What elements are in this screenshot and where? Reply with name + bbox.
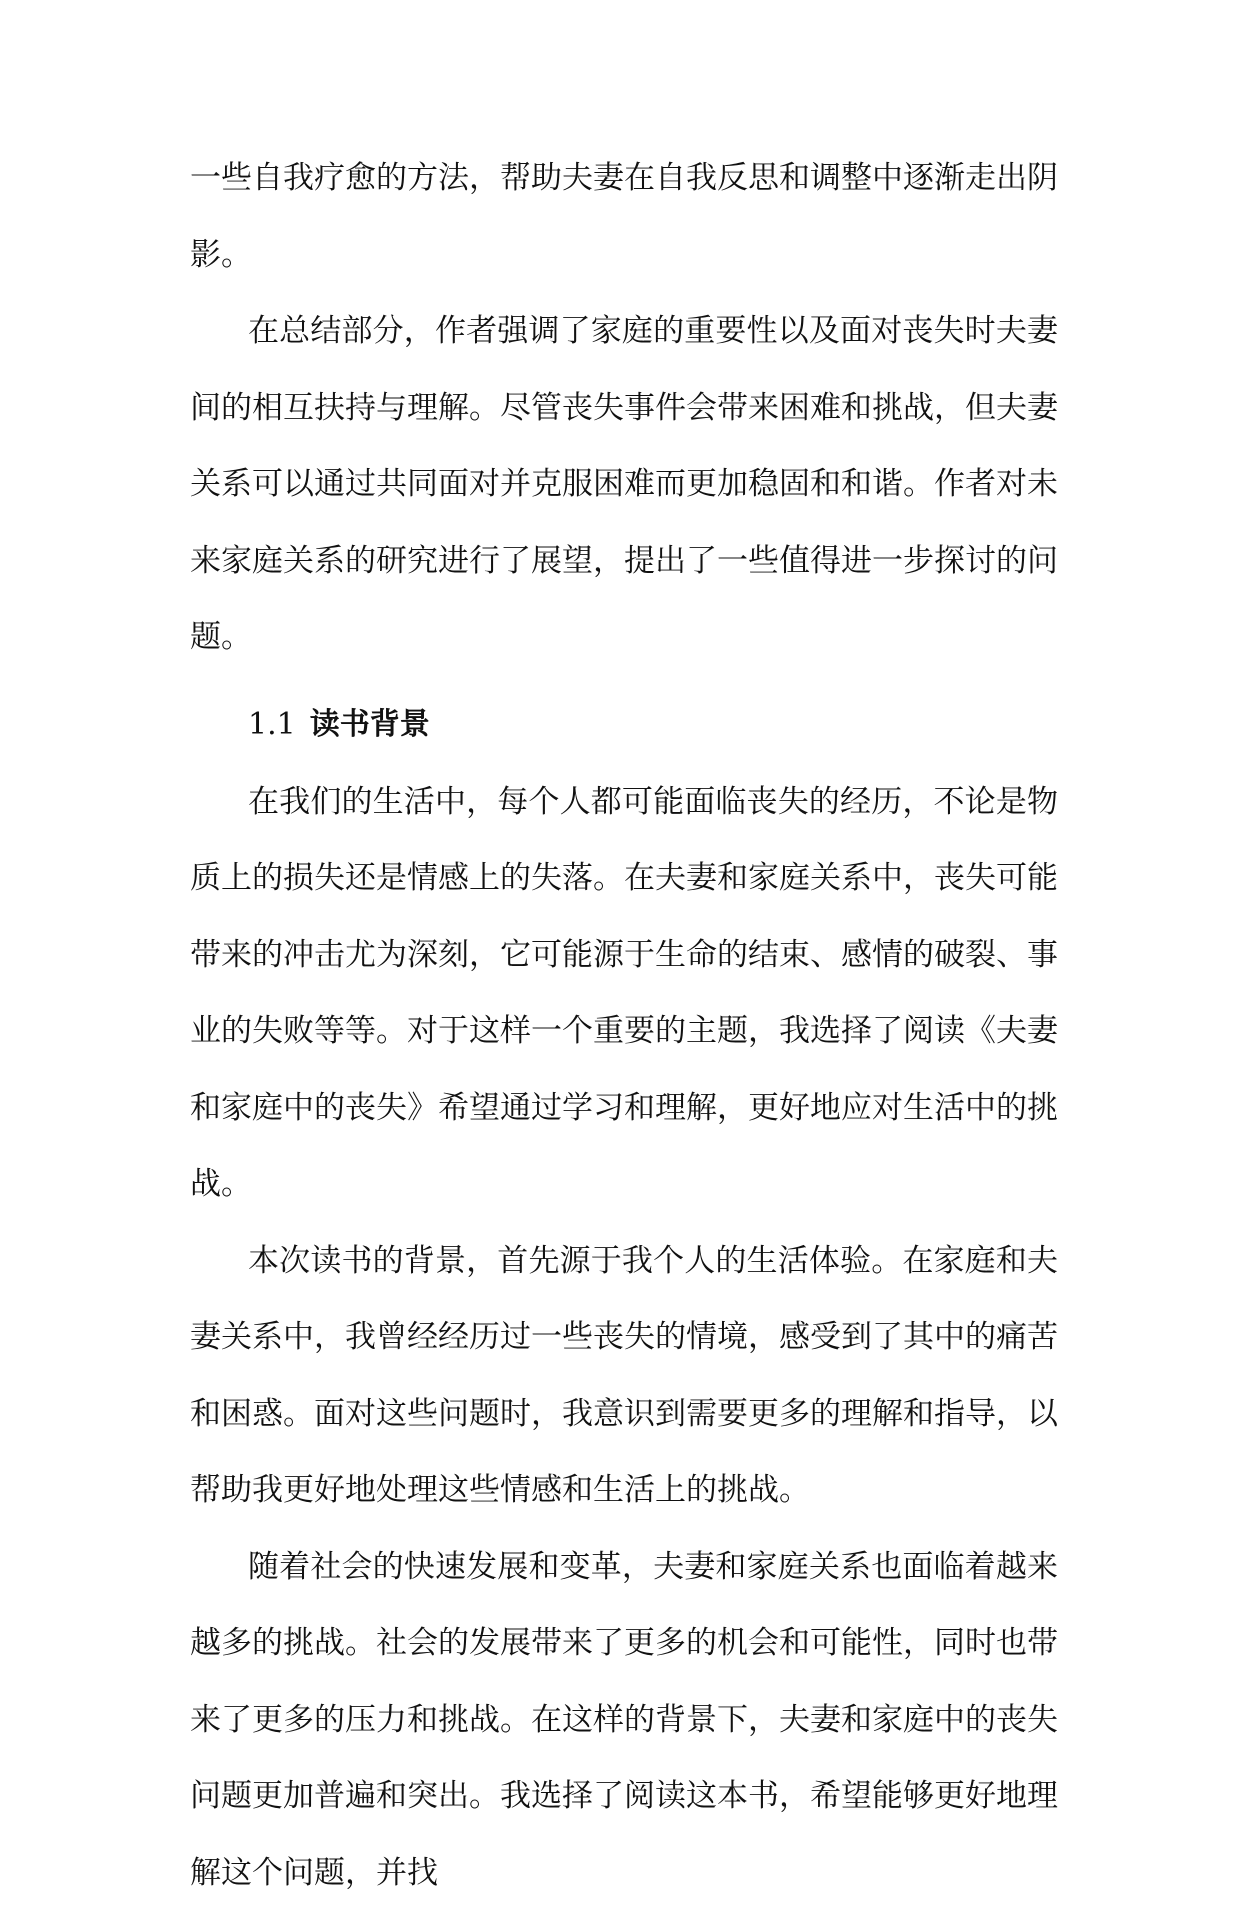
section-heading	[190, 686, 1058, 764]
paragraph-background-3: 随着社会的快速发展和变革，夫妻和家庭关系也面临着越来越多的挑战。社会的发展带来了更多的机会和可能性，同时也带来了更多的压力和挑战。在这样的背景下，夫妻和家庭中的丧失问题更加普遍和突出。我选择了阅读这本书，希望能够更好地理解这个问题，并找	[190, 1529, 1058, 1911]
section-title: 读书背景	[310, 707, 430, 742]
paragraph-background-2: 本次读书的背景，首先源于我个人的生活体验。在家庭和夫妻关系中，我曾经经历过一些丧失的情境，感受到了其中的痛苦和困惑。面对这些问题时，我意识到需要更多的理解和指导，以帮助我更好地处理这些情感和生活上的挑战。	[190, 1223, 1058, 1529]
section-number: 1.1	[248, 707, 296, 742]
paragraph-background-1: 在我们的生活中，每个人都可能面临丧失的经历，不论是物质上的损失还是情感上的失落。在夫妻和家庭关系中，丧失可能带来的冲击尤为深刻，它可能源于生命的结束、感情的破裂、事业的失败等等。对于这样一个重要的主题，我选择了阅读《夫妻和家庭中的丧失》希望通过学习和理解，更好地应对生活中的挑战。	[190, 764, 1058, 1223]
paragraph-continuation: 一些自我疗愈的方法，帮助夫妻在自我反思和调整中逐渐走出阴影。	[190, 140, 1058, 293]
document-body	[190, 140, 1058, 1911]
paragraph-summary: 在总结部分，作者强调了家庭的重要性以及面对丧失时夫妻间的相互扶持与理解。尽管丧失事件会带来困难和挑战，但夫妻关系可以通过共同面对并克服困难而更加稳固和和谐。作者对未来家庭关系的研究进行了展望，提出了一些值得进一步探讨的问题。	[190, 293, 1058, 676]
